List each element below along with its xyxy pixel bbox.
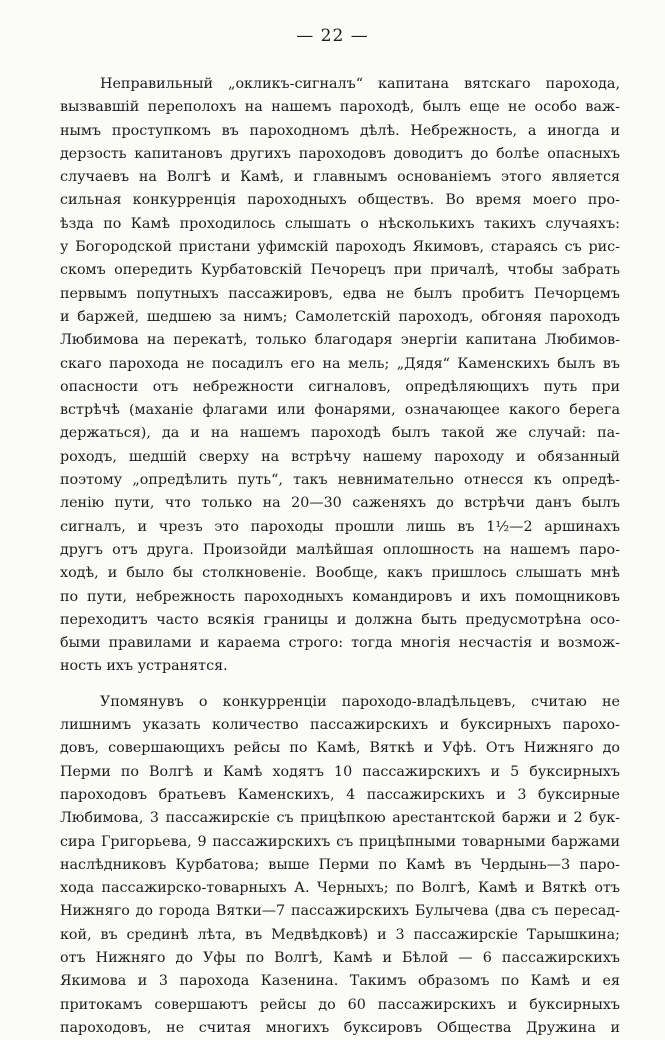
text-line: у Богородской пристани уфимскій пароходъ Якимовъ, стараясь съ рис- [60,239,620,256]
text-line: первымъ попутныхъ пассажировъ, едва не былъ пробитъ Печорцемъ [60,285,620,302]
text-line: сира Григорьева, 9 пассажирскихъ съ прицѣпными товарными баржами [60,833,620,850]
text-line: держаться), да и на нашемъ пароходѣ былъ такой же случай: па- [60,425,620,442]
text-line: Любимова на перекатѣ, только благодаря энергіи капитана Любимов- [60,332,620,349]
text-line: вызвавшій переполохъ на нашемъ пароходѣ, былъ еще не особо важ- [60,99,620,116]
text-line: наслѣдниковъ Курбатова; выше Перми по Камѣ въ Чердынь—3 паро- [60,856,620,873]
text-line: Якимова и 3 парохода Казенина. Такимъ образомъ по Камѣ и ея [60,973,620,990]
text-line: ленію пути, что только на 20—30 саженяхъ до встрѣчи данъ былъ [60,495,620,512]
text-line: Любимова, 3 пассажирскіе съ прицѣпкою арестантской баржи и 2 бук- [60,810,620,827]
text-line: Перми по Волгѣ и Камѣ ходятъ 10 пассажирскихъ и 5 буксирныхъ [60,763,620,780]
text-line: ѣзда по Камѣ проходилось слышать о нѣсколькихъ такихъ случаяхъ: [60,215,620,232]
text-line: встрѣчѣ (маханіе флагами или фонарями, означающее какого берега [60,402,620,419]
text-line: переходитъ часто всякія границы и должна быть предусмотрѣна осо- [60,611,620,628]
text-line: быми правилами и караема строго: тогда многія несчастія и возмож- [60,635,620,652]
text-line: роходъ, шедшій сверху на встрѣчу нашему пароходу и обязанный [60,448,620,465]
text-line: Неправильный „окликъ-сигналъ“ капитана вятскаго парохода, [100,76,620,92]
text-line: и баржей, шедшею за нимъ; Самолетскій пароходъ, обгоняя пароходъ [60,308,620,325]
text-line: ходѣ, и было бы столкновеніе. Вообще, какъ пришлось слышать мнѣ [60,565,620,582]
text-line: ность ихъ устранятся. [60,658,228,675]
text-line: нымъ проступкомъ въ пароходномъ дѣлѣ. Небрежность, а иногда и [60,122,620,139]
text-line: пароходовъ, не считая многихъ буксировъ Общества Дружина и [60,1019,620,1036]
text-line: лишнимъ указать количество пассажирскихъ и буксирныхъ парохо- [60,717,620,734]
paragraph-gap [60,679,620,691]
text-line: кой, въ срединѣ лѣта, въ Медвѣдковѣ) и 3 пассажирскіе Тарышкина; [60,926,620,943]
text-line: Упомянувъ о конкурренціи пароходо-владѣльцевъ, считаю не [100,693,620,710]
text-line: пароходовъ братьевъ Каменскихъ, 4 пассажирскихъ и 3 буксирные [60,786,620,803]
page-number: — 22 — [296,26,369,46]
text-line: Нижняго до города Вятки—7 пассажирскихъ Булычева (два съ пересад- [60,903,620,920]
text-line: хода пассажирско-товарныхъ А. Черныхъ; по Волгѣ, Камѣ и Вяткѣ отъ [60,880,620,897]
text-line: другъ отъ друга. Произойди малѣйшая оплошность на нашемъ паро- [60,541,620,558]
text-line: притокамъ совершаютъ рейсы до 60 пассажирскихъ и буксирныхъ [60,996,620,1013]
text-line: довъ, совершающихъ рейсы по Камѣ, Вяткѣ и Уфѣ. Отъ Нижняго до [60,740,620,757]
text-line: сигналъ, и чрезъ это пароходы прошли лишь въ 1½—2 аршинахъ [60,518,620,535]
text-line: по пути, небрежность пароходныхъ командировъ и ихъ помощниковъ [60,588,620,605]
text-line: скаго парохода не посадилъ его на мель; „Дядя“ Каменскихъ былъ въ [60,355,620,372]
text-line: опасности отъ небрежности сигналовъ, опредѣляющихъ путь при [60,378,620,395]
text-line: сильная конкурренція пароходныхъ обществъ. Во время моего про- [60,192,620,209]
text-line: случаевъ на Волгѣ и Камѣ, и главнымъ основаніемъ этого является [60,169,620,186]
text-line: отъ Нижняго до Уфы по Волгѣ, Камѣ и Бѣлой — 6 пассажирскихъ [60,949,620,966]
text-line: скомъ опередить Курбатовскій Печорецъ при причалѣ, чтобы забрать [60,262,620,279]
body-text [60,73,620,1040]
text-line: дерзость капитановъ другихъ пароходовъ доводитъ до болѣе опасныхъ [60,145,620,162]
text-line: поэтому „опредѣлить путь“, такъ невнимательно отнесся къ опредѣ- [60,472,620,489]
